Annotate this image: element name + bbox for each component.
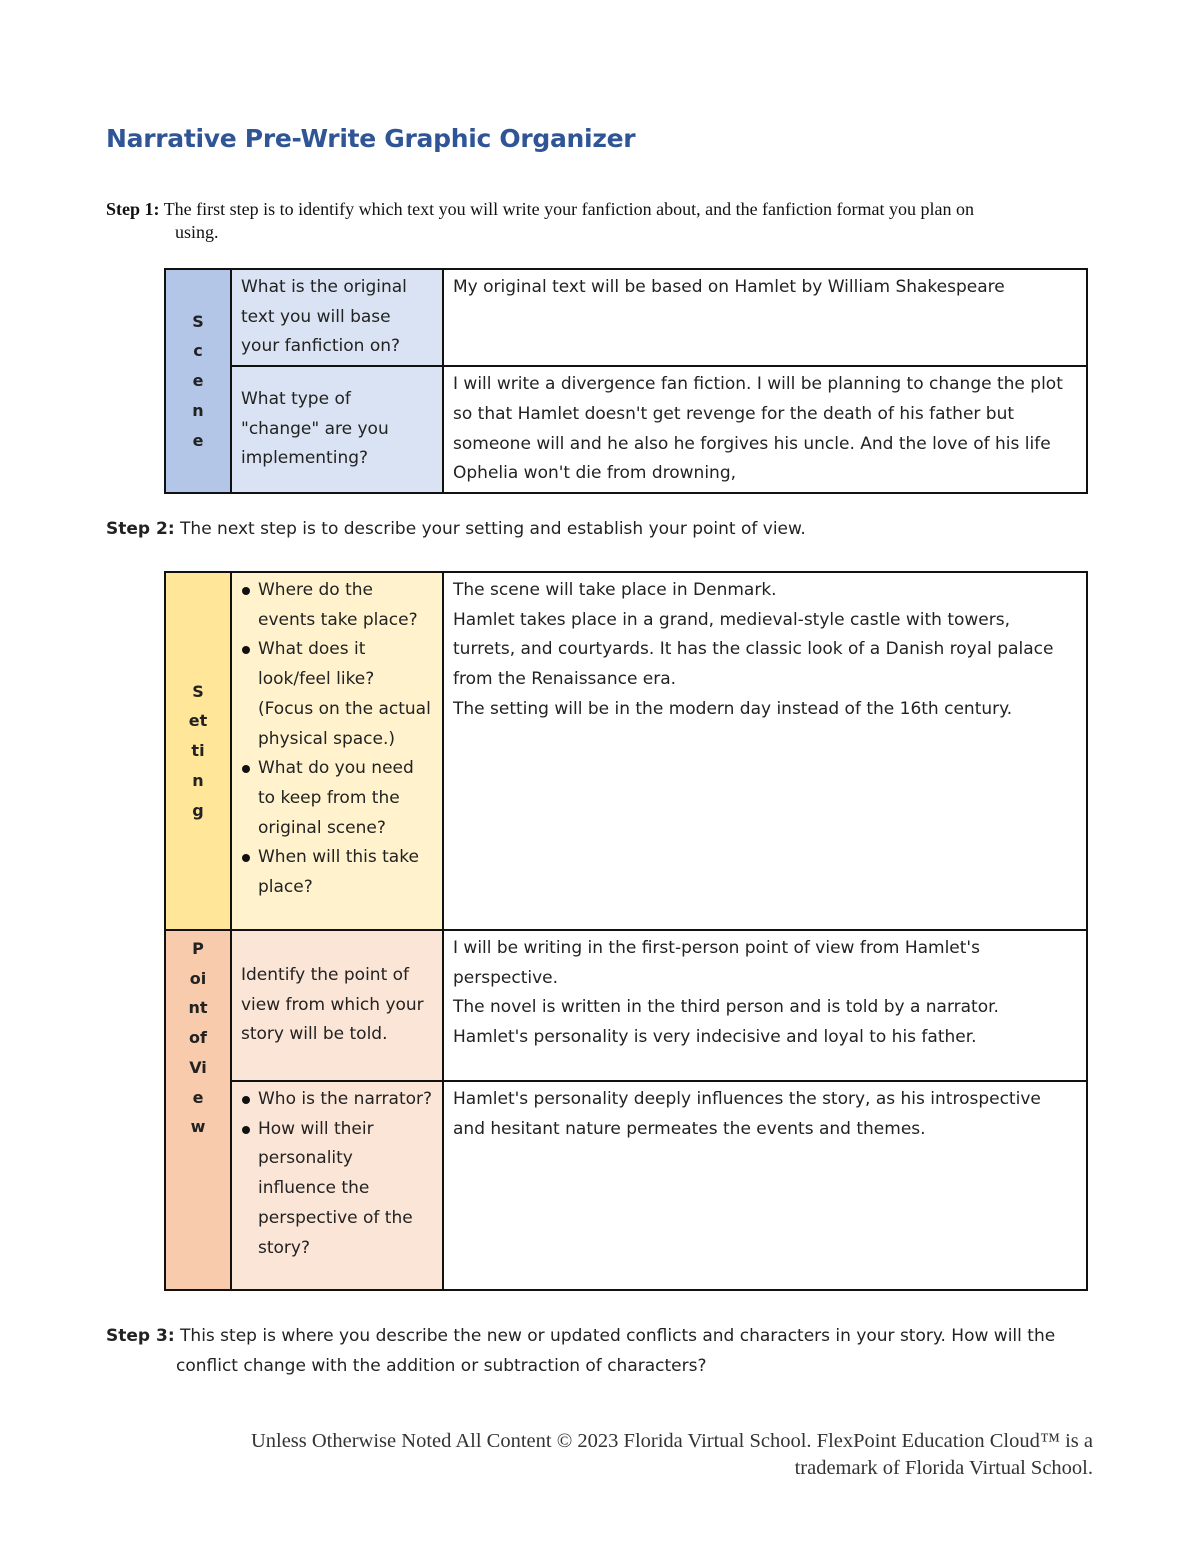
- original-text-answer[interactable]: My original text will be based on Hamlet by William Shakespeare: [443, 269, 1087, 366]
- table-row: [165, 1081, 1087, 1290]
- step-1-text-continued: using.: [175, 222, 219, 242]
- change-type-answer[interactable]: I will write a divergence fan fiction. I will be planning to change the plot so that Hamlet doesn't get revenge for the death of his father but someone will and he also he forgives his uncle. And the love of his life Ophelia won't die from drowning,: [443, 366, 1087, 493]
- narrator-prompts: [231, 1081, 443, 1290]
- setting-label: S et ti n g: [165, 572, 231, 930]
- table-row: [165, 572, 1087, 930]
- setting-pov-table: [164, 571, 1088, 1291]
- table-row: [165, 366, 1087, 493]
- scene-label: S c e n e: [165, 269, 231, 493]
- step-3-text-continued: conflict change with the addition or subtraction of characters?: [176, 1356, 707, 1376]
- setting-answer[interactable]: [443, 572, 1087, 930]
- setting-answer-line: The scene will take place in Denmark.: [453, 580, 777, 600]
- pov-answer[interactable]: [443, 930, 1087, 1081]
- step-1-instructions: [106, 198, 1066, 244]
- step-1-text: The first step is to identify which text you will write your fanfiction about, and the fanfiction format you plan on: [163, 199, 974, 219]
- list-item: When will this take place?: [241, 843, 433, 902]
- list-item: Who is the narrator?: [241, 1085, 433, 1115]
- page-title: Narrative Pre-Write Graphic Organizer: [106, 124, 636, 153]
- step-3-instructions: [106, 1321, 1106, 1381]
- list-item: Where do the events take place?: [241, 576, 433, 635]
- narrator-answer[interactable]: Hamlet's personality deeply influences the story, as his introspective and hesitant nature permeates the events and themes.: [443, 1081, 1087, 1290]
- original-text-prompt: What is the original text you will base your fanfiction on?: [231, 269, 443, 366]
- step-3-text: This step is where you describe the new or updated conflicts and characters in your story. How will the: [180, 1326, 1056, 1346]
- pov-answer-line: The novel is written in the third person and is told by a narrator. Hamlet's personality is very indecisive and loyal to his father.: [453, 997, 999, 1048]
- table-row: [165, 930, 1087, 1081]
- pov-label: P oi nt of Vi e w: [165, 930, 231, 1290]
- footer-line: trademark of Florida Virtual School.: [794, 1457, 1093, 1479]
- list-item: What does it look/feel like? (Focus on the actual physical space.): [241, 635, 433, 754]
- setting-prompts: [231, 572, 443, 930]
- setting-answer-line: Hamlet takes place in a grand, medieval-style castle with towers, turrets, and courtyards. It has the classic look of a Danish royal palace from the Renaissance era.: [453, 609, 1054, 690]
- list-item: How will their personality influence the perspective of the story?: [241, 1115, 433, 1264]
- list-item: What do you need to keep from the original scene?: [241, 754, 433, 843]
- copyright-footer: [93, 1428, 1093, 1482]
- step-1-label: Step 1:: [106, 199, 160, 219]
- step-2-label: Step 2:: [106, 519, 175, 539]
- step-2-text: The next step is to describe your setting and establish your point of view.: [180, 519, 806, 539]
- table-row: [165, 269, 1087, 366]
- footer-line: Unless Otherwise Noted All Content © 2023 Florida Virtual School. FlexPoint Education Cloud™ is a: [250, 1430, 1093, 1452]
- step-3-label: Step 3:: [106, 1326, 175, 1346]
- step-2-instructions: [106, 514, 1106, 544]
- change-type-prompt: What type of "change" are you implementing?: [231, 366, 443, 493]
- pov-prompt: Identify the point of view from which your story will be told.: [231, 930, 443, 1081]
- scene-table: [164, 268, 1088, 494]
- pov-answer-line: I will be writing in the first-person point of view from Hamlet's perspective.: [453, 938, 980, 988]
- setting-answer-line: The setting will be in the modern day instead of the 16th century.: [453, 698, 1013, 719]
